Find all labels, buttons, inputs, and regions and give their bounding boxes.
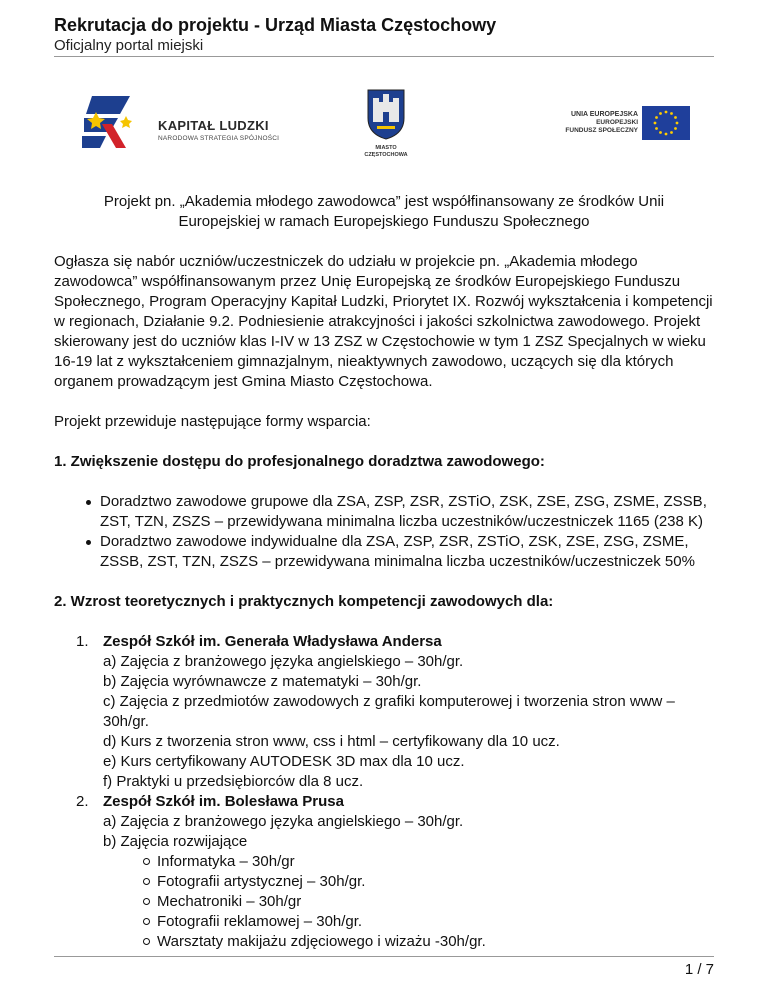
school-number: 1. [76,633,89,650]
activities-sublist [103,852,714,952]
project-intro: Projekt pn. „Akademia młodego zawodowca” jest współfinansowany ze środków Unii Europejskiej w ramach Europejskiego Funduszu Społecznego [103,193,665,230]
page-number: 1 / 7 [684,961,714,978]
eu-flag-icon [642,106,690,140]
eu-text [540,111,638,135]
eu-fund-line2: FUNDUSZ SPOŁECZNY [565,127,638,134]
czestochowa-logo [354,88,418,159]
article-content [54,192,714,952]
kapital-ludzki-title: KAPITAŁ LUDZKI [158,118,269,133]
school-line: a) Zajęcia z branżowego języka angielskiego – 30h/gr. [103,813,464,830]
school-item [76,792,714,952]
site-title: Rekrutacja do projektu - Urząd Miasta Częstochowy [54,15,497,35]
kapital-ludzki-icon [82,94,154,150]
announcement-paragraph: Ogłasza się nabór uczniów/uczestniczek do udziału w projekcie pn. „Akademia młodego zawodowca” współfinansowanym przez Unię Europejską ze środków Europejskiego Funduszu Społecznego, Program Operacyjny Kapitał Ludzki, Priorytet IX. Rozwój wykształcenia i kompetencji w regionach, Działanie 9.2. Podniesienie atrakcyjności i jakości szkolnictwa zawodowego. Projekt skierowany jest do uczniów klas I-IV w 13 ZSZ w Częstochowie w tym 1 ZSZ Specjalnych w wieku 16-19 lat z wykształceniem gimnazjalnym, nieaktywnych zawodowo, uczących się dla których organem prowadzącym jest Gmina Miasto Częstochowa. [54,253,713,390]
activity-item: Fotografii artystycznej – 30h/gr. [145,872,714,892]
page-header [54,14,714,56]
school-item [76,632,714,792]
school-name: Zespół Szkół im. Generała Władysława Andersa [103,633,442,650]
activity-item: Informatyka – 30h/gr [145,852,714,872]
schools-list [54,632,714,952]
school-line: d) Kurs z tworzenia stron www, css i html – certyfikowany dla 10 ucz. [103,733,560,750]
school-line: f) Praktyki u przedsiębiorców dla 8 ucz. [103,773,364,790]
section-2-heading: 2. Wzrost teoretycznych i praktycznych kompetencji zawodowych dla: [54,593,554,610]
support-intro: Projekt przewiduje następujące formy wsparcia: [54,413,371,430]
school-line: a) Zajęcia z branżowego języka angielskiego – 30h/gr. [103,653,464,670]
activity-item: Warsztaty makijażu zdjęciowego i wizażu -30h/gr. [145,932,714,952]
school-line: b) Zajęcia wyrównawcze z matematyki – 30h/gr. [103,673,422,690]
activity-item: Fotografii reklamowej – 30h/gr. [145,912,714,932]
kapital-ludzki-subtitle: NARODOWA STRATEGIA SPÓJNOŚCI [158,135,280,142]
logo-strip [54,88,714,168]
school-number: 2. [76,793,89,810]
header-divider [54,56,714,57]
kapital-ludzki-text [158,118,279,142]
city-coat-of-arms-icon [366,88,406,140]
list-item: Doradztwo zawodowe indywidualne dla ZSA, ZSP, ZSR, ZSTiO, ZSK, ZSE, ZSG, ZSME, ZSSB, ZST, TZN, ZSZS – przewidywana minimalna liczba uczestników/uczestniczek 50% [88,532,714,572]
eu-name: UNIA EUROPEJSKA [570,111,638,118]
school-line: c) Zajęcia z przedmiotów zawodowych z grafiki komputerowej i tworzenia stron www – 30h/gr. [103,693,675,730]
footer-divider [54,956,714,957]
section-1-list [54,492,714,572]
list-item: Doradztwo zawodowe grupowe dla ZSA, ZSP, ZSR, ZSTiO, ZSK, ZSE, ZSG, ZSME, ZSSB, ZST, TZN, ZSZS – przewidywana minimalna liczba uczestników/uczestniczek 1165 (238 K) [88,492,714,532]
activity-item: Mechatroniki – 30h/gr [145,892,714,912]
city-name-line1: MIASTO [375,145,397,151]
kapital-ludzki-logo [82,94,280,155]
site-subtitle: Oficjalny portal miejski [54,37,204,54]
school-line: e) Kurs certyfikowany AUTODESK 3D max dla 10 ucz. [103,753,465,770]
school-line: b) Zajęcia rozwijające [103,833,248,850]
city-name-line2: CZĘSTOCHOWA [364,152,408,158]
section-1-heading: 1. Zwiększenie dostępu do profesjonalnego doradztwa zawodowego: [54,453,545,470]
eu-fund-line1: EUROPEJSKI [596,119,638,126]
school-name: Zespół Szkół im. Bolesława Prusa [103,793,344,810]
